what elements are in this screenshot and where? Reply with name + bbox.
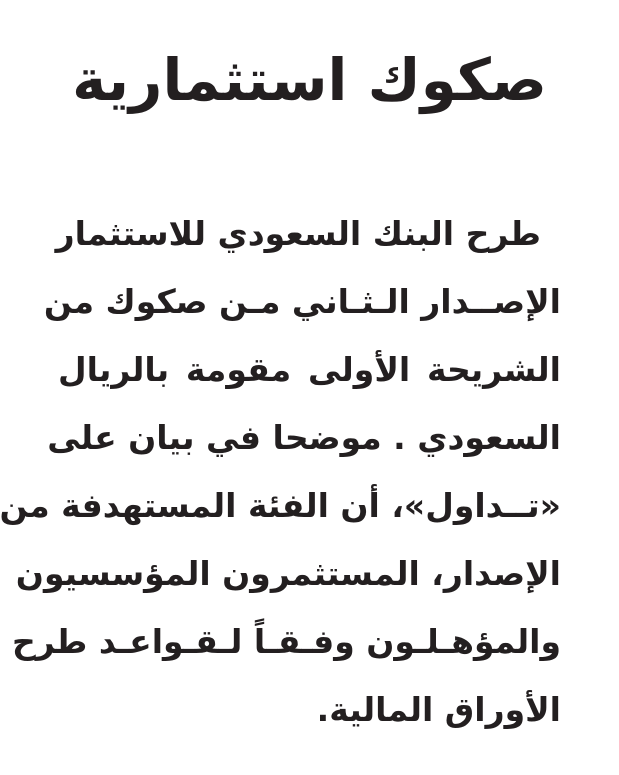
body-line: الشريحة الأولى مقومة بالريال [58,350,561,389]
body-line: «تــداول»، أن الفئة المستهدفة من [0,486,561,525]
body-line: والمؤهـلـون وفـقـاً لـقـواعـد طرح [11,622,561,661]
body-line: السعودي . موضحا في بيان على [47,418,561,457]
headline: صكوك استثمارية [72,46,547,114]
article-body [0,200,561,744]
body-line: الإصدار، المستثمرون المؤسسيون [15,554,561,593]
body-line: الأوراق المالية. [316,690,561,729]
body-line: الإصــدار الـثـاني مـن صكوك من [43,282,561,321]
body-line: طرح البنك السعودي للاستثمار [55,214,541,253]
